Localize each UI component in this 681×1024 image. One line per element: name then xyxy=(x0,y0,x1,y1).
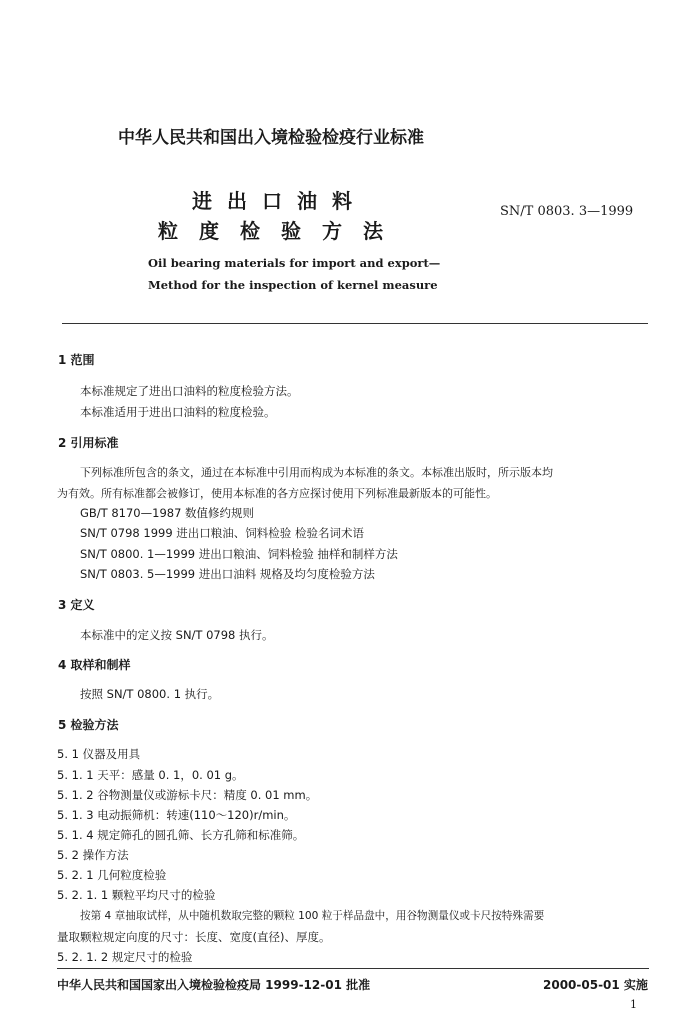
clause-item: 5. 2 操作方法 xyxy=(57,848,129,862)
issuer-heading: 中华人民共和国出入境检验检疫行业标准 xyxy=(118,128,424,148)
clause-item: 5. 1. 4 规定筛孔的圆孔筛、长方孔筛和标准筛。 xyxy=(57,828,305,842)
english-title-line1: Oil bearing materials for import and export— xyxy=(148,256,441,270)
document-title-line1: 进出口油料 xyxy=(192,189,367,213)
clause-item: 5. 1. 3 电动振筛机：转速(110～120)r/min。 xyxy=(57,808,296,822)
section-5-heading: 5 检验方法 xyxy=(58,718,119,732)
document-title-line2: 粒度检验方法 xyxy=(158,219,404,243)
section-5-paragraph-line2: 量取颗粒规定向度的尺寸：长度、宽度(直径)、厚度。 xyxy=(57,930,331,944)
section-1-heading: 1 范围 xyxy=(58,353,95,367)
section-1-paragraph-1: 本标准规定了进出口油料的粒度检验方法。 xyxy=(80,384,299,398)
reference-item: SN/T 0800. 1—1999 进出口粮油、饲料检验 抽样和制样方法 xyxy=(80,547,398,561)
section-3-paragraph: 本标准中的定义按 SN/T 0798 执行。 xyxy=(80,628,274,642)
section-3-heading: 3 定义 xyxy=(58,598,95,612)
section-1-paragraph-2: 本标准适用于进出口油料的粒度检验。 xyxy=(80,405,276,419)
clause-item: 5. 1 仪器及用具 xyxy=(57,747,141,761)
section-2-heading: 2 引用标准 xyxy=(58,436,119,450)
clause-item: 5. 1. 1 天平：感量 0. 1，0. 01 g。 xyxy=(57,768,244,782)
clause-item: 5. 1. 2 谷物测量仪或游标卡尺：精度 0. 01 mm。 xyxy=(57,788,318,802)
approval-statement: 中华人民共和国国家出入境检验检疫局 1999-12-01 批准 xyxy=(57,978,371,992)
reference-item: SN/T 0803. 5—1999 进出口油料 规格及均匀度检验方法 xyxy=(80,567,375,581)
footer-divider xyxy=(57,968,649,969)
section-2-paragraph-line2: 为有效。所有标准都会被修订，使用本标准的各方应探讨使用下列标准最新版本的可能性。 xyxy=(57,487,497,500)
page-number: 1 xyxy=(630,998,637,1011)
header-divider xyxy=(62,323,648,324)
standard-code: SN/T 0803. 3—1999 xyxy=(500,204,634,219)
section-2-paragraph-line1: 下列标准所包含的条文，通过在本标准中引用而构成为本标准的条文。本标准出版时，所示版本均 xyxy=(80,466,553,479)
section-4-heading: 4 取样和制样 xyxy=(58,658,131,672)
english-title-line2: Method for the inspection of kernel measure xyxy=(148,278,438,292)
clause-item: 5. 2. 1. 2 规定尺寸的检验 xyxy=(57,950,193,964)
reference-item: SN/T 0798 1999 进出口粮油、饲料检验 检验名词术语 xyxy=(80,526,364,540)
section-5-paragraph-line1: 按第 4 章抽取试样，从中随机数取完整的颗粒 100 粒于样品盘中，用谷物测量仪或卡尺按特殊需要 xyxy=(80,910,545,922)
section-4-paragraph: 按照 SN/T 0800. 1 执行。 xyxy=(80,687,220,701)
clause-item: 5. 2. 1 几何粒度检验 xyxy=(57,868,167,882)
reference-item: GB/T 8170—1987 数值修约规则 xyxy=(80,506,255,520)
clause-item: 5. 2. 1. 1 颗粒平均尺寸的检验 xyxy=(57,888,216,902)
effective-date: 2000-05-01 实施 xyxy=(543,978,648,992)
